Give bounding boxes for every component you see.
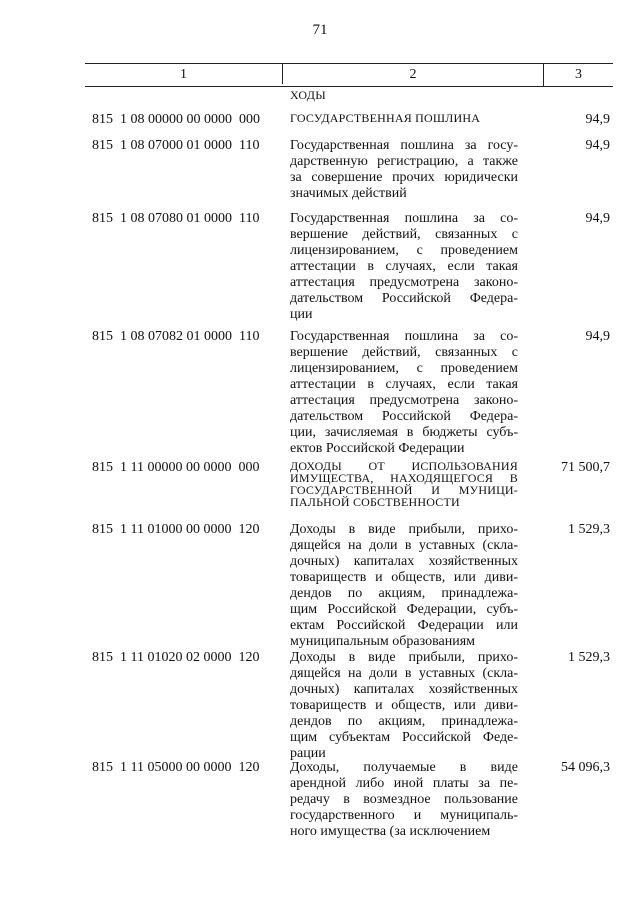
- description-line: аттестации в случаях, если такая: [290, 259, 518, 274]
- description-line: ектам Российской Федерации или: [290, 618, 518, 633]
- description-line: дендов по акциям, принадлежа-: [290, 586, 518, 601]
- header-col-2: 2: [283, 64, 544, 86]
- budget-code: 815 1 08 07082 01 0000 110: [92, 329, 260, 344]
- description-line: товариществ и обществ, или диви-: [290, 698, 518, 713]
- description-line: дящейся на доли в уставных (скла-: [290, 538, 518, 553]
- description-line: значимых действий: [290, 186, 407, 201]
- row-amount: 94,9: [585, 211, 610, 226]
- row-description: [290, 112, 518, 124]
- description-line: щим Российской Федерации, субъ-: [290, 602, 518, 617]
- description-line: государственного и муниципаль-: [290, 808, 518, 823]
- description-line: вершение действий, связанных с: [290, 345, 518, 360]
- description-line: лицензированием, с проведением: [290, 243, 518, 258]
- description-line: Государственная пошлина за госу-: [290, 138, 518, 153]
- description-line: ного имущества (за исключением: [290, 824, 491, 839]
- description-line: ДОХОДЫ ОТ ИСПОЛЬЗОВАНИЯ: [290, 459, 518, 473]
- description-line: дательством Российской Федера-: [290, 291, 518, 306]
- description-line: ектов Российской Федерации: [290, 441, 465, 456]
- budget-code: 815 1 11 00000 00 0000 000: [92, 460, 260, 475]
- row-description: [290, 138, 518, 202]
- description-line: ИМУЩЕСТВА, НАХОДЯЩЕГОСЯ В: [290, 471, 518, 485]
- description-line: аттестации в случаях, если такая: [290, 377, 518, 392]
- row-amount: 94,9: [585, 329, 610, 344]
- description-line: вершение действий, связанных с: [290, 227, 518, 242]
- row-amount: 94,9: [585, 138, 610, 153]
- budget-code: 815 1 11 01020 02 0000 120: [92, 650, 260, 665]
- description-line: дочных) капиталах хозяйственных: [290, 554, 518, 569]
- description-line: дочных) капиталах хозяйственных: [290, 682, 518, 697]
- description-line: Государственная пошлина за со-: [290, 329, 518, 344]
- budget-code: 815 1 11 05000 00 0000 120: [92, 760, 260, 775]
- description-line: аттестация предусмотрена законо-: [290, 275, 518, 290]
- header-col-1: 1: [85, 64, 283, 84]
- description-line: муниципальным образованиям: [290, 634, 475, 649]
- table-header: [85, 63, 613, 87]
- row-amount: 1 529,3: [568, 522, 610, 537]
- description-line: за совершение прочих юридически: [290, 170, 518, 185]
- description-line: дарственную регистрацию, а также: [290, 154, 518, 169]
- description-line: рации: [290, 746, 326, 761]
- header-col-3: 3: [575, 67, 582, 82]
- row-description: [290, 329, 518, 457]
- description-line: дящейся на доли в уставных (скла-: [290, 666, 518, 681]
- description-line: арендной либо иной платы за пе-: [290, 776, 518, 791]
- description-line: ции: [290, 307, 313, 322]
- description-line: ПАЛЬНОЙ СОБСТВЕННОСТИ: [290, 495, 460, 509]
- row-amount: 1 529,3: [568, 650, 610, 665]
- row-description: [290, 760, 518, 840]
- budget-code: 815 1 08 07080 01 0000 110: [92, 211, 260, 226]
- description-line: аттестация предусмотрена законо-: [290, 393, 518, 408]
- description-line: ции, зачисляемая в бюджеты субъ-: [290, 425, 518, 440]
- budget-code: 815 1 08 07000 01 0000 110: [92, 138, 260, 153]
- continuation-text: ХОДЫ: [290, 88, 326, 102]
- row-description: [290, 211, 518, 323]
- row-description: [290, 460, 518, 508]
- budget-code: 815 1 11 01000 00 0000 120: [92, 522, 260, 537]
- description-line: ГОСУДАРСТВЕННАЯ ПОШЛИНА: [290, 111, 481, 125]
- description-line: товариществ и обществ, или диви-: [290, 570, 518, 585]
- description-line: Государственная пошлина за со-: [290, 211, 518, 226]
- row-amount: 71 500,7: [561, 460, 610, 475]
- description-line: лицензированием, с проведением: [290, 361, 518, 376]
- row-description: [290, 650, 518, 762]
- budget-code: 815 1 08 00000 00 0000 000: [92, 112, 260, 127]
- row-description: [290, 522, 518, 650]
- description-line: ГОСУДАРСТВЕННОЙ И МУНИЦИ-: [290, 483, 518, 497]
- description-line: щим субъектам Российской Феде-: [290, 730, 518, 745]
- description-line: Доходы, получаемые в виде: [290, 760, 518, 775]
- description-line: Доходы в виде прибыли, прихо-: [290, 650, 518, 665]
- description-line: дательством Российской Федера-: [290, 409, 518, 424]
- description-line: Доходы в виде прибыли, прихо-: [290, 522, 518, 537]
- description-line: редачу в возмездное пользование: [290, 792, 518, 807]
- description-line: дендов по акциям, принадлежа-: [290, 714, 518, 729]
- row-amount: 54 096,3: [561, 760, 610, 775]
- row-amount: 94,9: [585, 112, 610, 127]
- page-number: 71: [312, 22, 328, 38]
